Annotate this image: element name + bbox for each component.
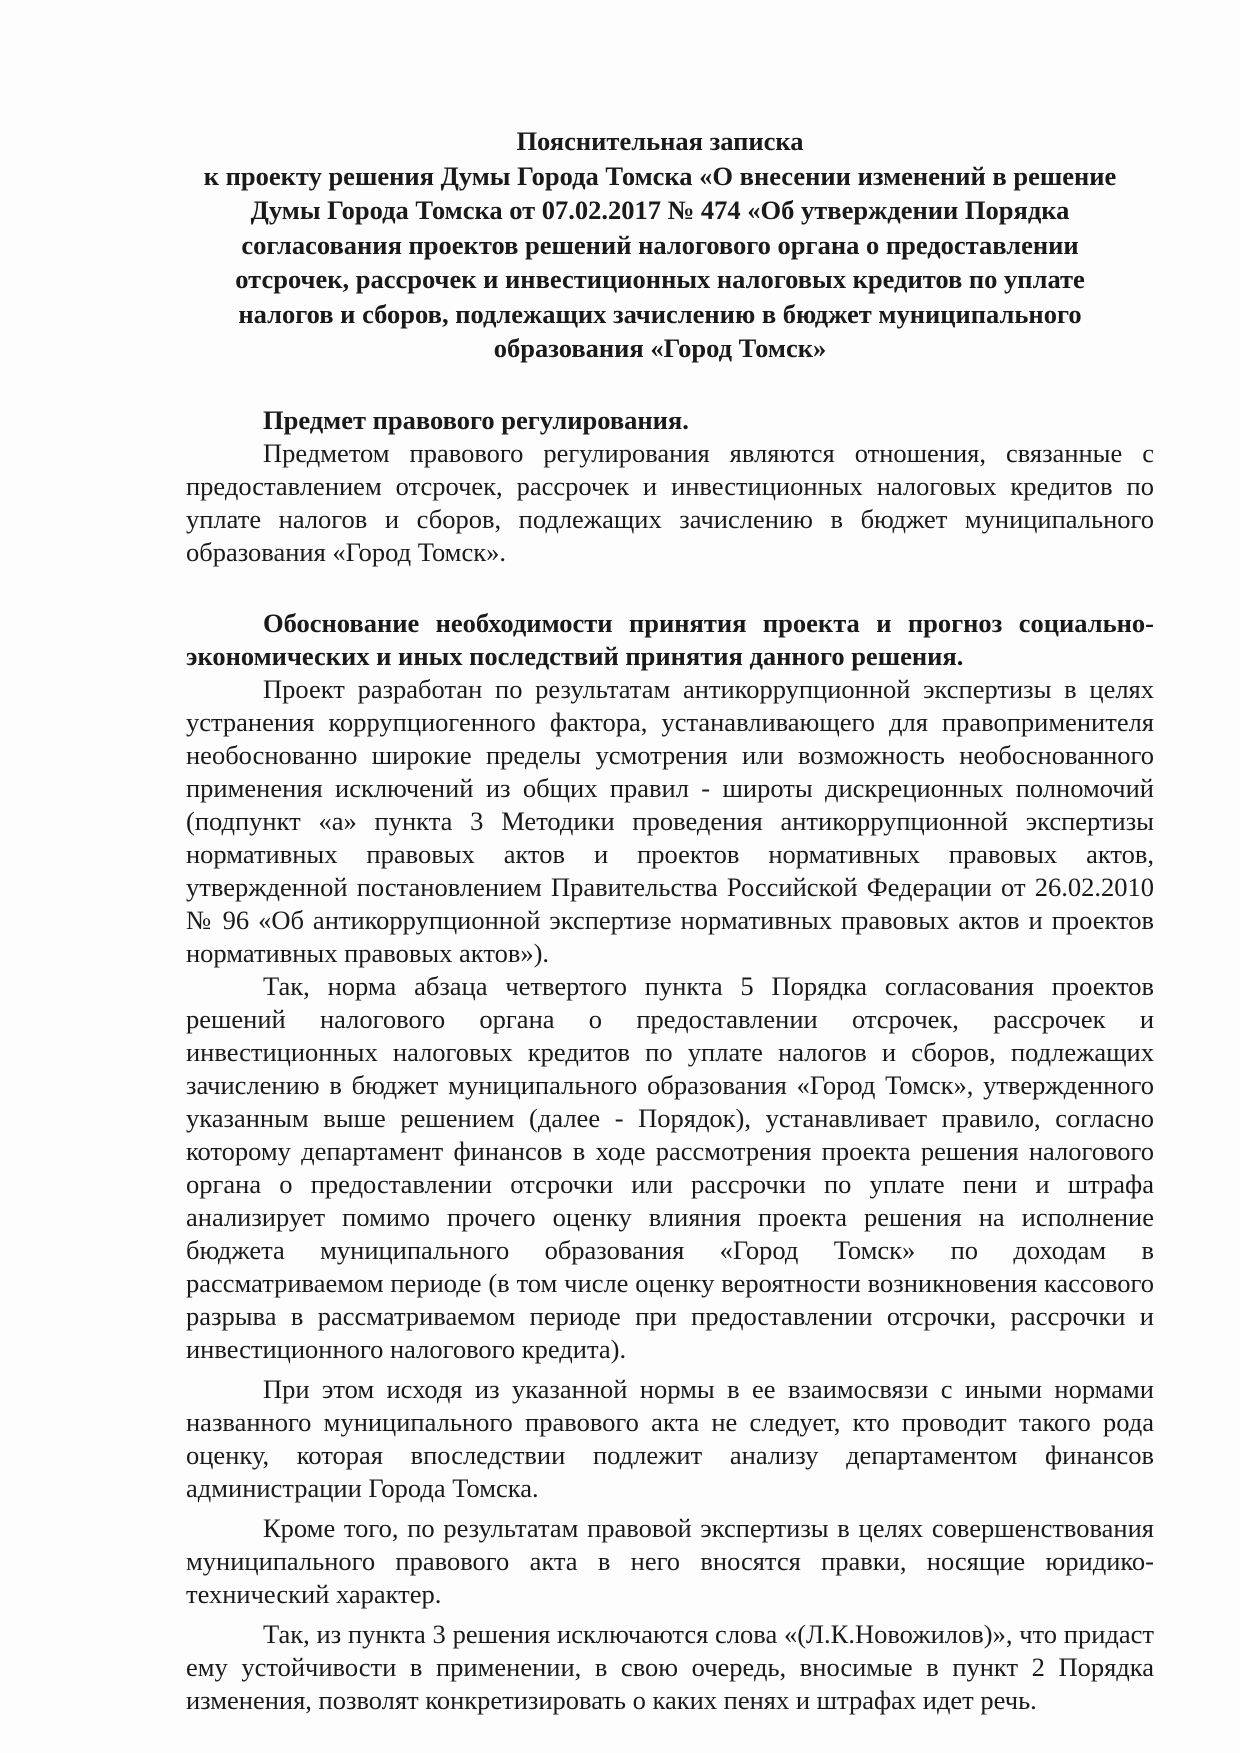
section-heading-rationale: Обоснование необходимости принятия проекта и прогноз социально-экономических и иных последствий принятия данного решения. <box>186 607 1154 671</box>
paragraph: Кроме того, по результатам правовой экспертизы в целях совершенствования муниципального правового акта в него вносятся правки, носящие юридико-технический характер. <box>186 1512 1154 1609</box>
title-line: к проекту решения Думы Города Томска «О внесении изменений в решение <box>203 160 1117 191</box>
title-line: согласования проектов решений налогового органа о предоставлении <box>241 229 1079 260</box>
section-heading-subject: Предмет правового регулирования. <box>263 404 689 435</box>
document-title <box>166 124 1154 366</box>
title-line: отсрочек, рассрочек и инвестиционных налоговых кредитов по уплате <box>235 264 1085 294</box>
paragraph: При этом исходя из указанной нормы в ее взаимосвязи с иными нормами названного муниципального правового акта не следует, кто проводит такого рода оценку, которая впоследствии подлежит анализу департаментом финансов администрации Города Томска. <box>186 1373 1154 1503</box>
paragraph: Проект разработан по результатам антикоррупционной экспертизы в целях устранения коррупциогенного фактора, устанавливающего для правоприменителя необоснованно широкие пределы усмотрения или возможность необоснованного применения исключений из общих правил - широты дискреционных полномочий (подпункт «а» пункта 3 Методики проведения антикоррупционной экспертизы нормативных правовых актов и проектов нормативных правовых актов, утвержденной постановлением Правительства Российской Федерации от 26.02.2010 № 96 «Об антикоррупционной экспертизе нормативных правовых актов и проектов нормативных правовых актов»). <box>186 673 1154 968</box>
title-line: Пояснительная записка <box>516 126 804 156</box>
paragraph: Так, норма абзаца четвертого пункта 5 Порядка согласования проектов решений налогового органа о предоставлении отсрочек, рассрочек и инвестиционных налоговых кредитов по уплате налогов и сборов, подлежащих зачислению в бюджет муниципального образования «Город Томск», утвержденного указанным выше решением (далее - Порядок), устанавливает правило, согласно которому департамент финансов в ходе рассмотрения проекта решения налогового органа о предоставлении отсрочки или рассрочки по уплате пени и штрафа анализирует помимо прочего оценку влияния проекта решения на исполнение бюджета муниципального образования «Город Томск» по доходам в рассматриваемом периоде (в том числе оценку вероятности возникновения кассового разрыва в рассматриваемом периоде при предоставлении отсрочки, рассрочки и инвестиционного налогового кредита). <box>186 970 1154 1364</box>
title-line: образования «Город Томск» <box>493 333 827 363</box>
paragraph-subject: Предметом правового регулирования являются отношения, связанные с предоставлением отсрочек, рассрочек и инвестиционных налоговых кредитов по уплате налогов и сборов, подлежащих зачислению в бюджет муниципального образования «Город Томск». <box>186 437 1154 567</box>
title-line: Думы Города Томска от 07.02.2017 № 474 «Об утверждении Порядка <box>250 195 1070 225</box>
title-line: налогов и сборов, подлежащих зачислению в бюджет муниципального <box>238 298 1082 329</box>
paragraph: Так, из пункта 3 решения исключаются слова «(Л.К.Новожилов)», что придаст ему устойчивости в применении, в свою очередь, вносимые в пункт 2 Порядка изменения, позволят конкретизировать о каких пенях и штрафах идет речь. <box>186 1618 1154 1715</box>
